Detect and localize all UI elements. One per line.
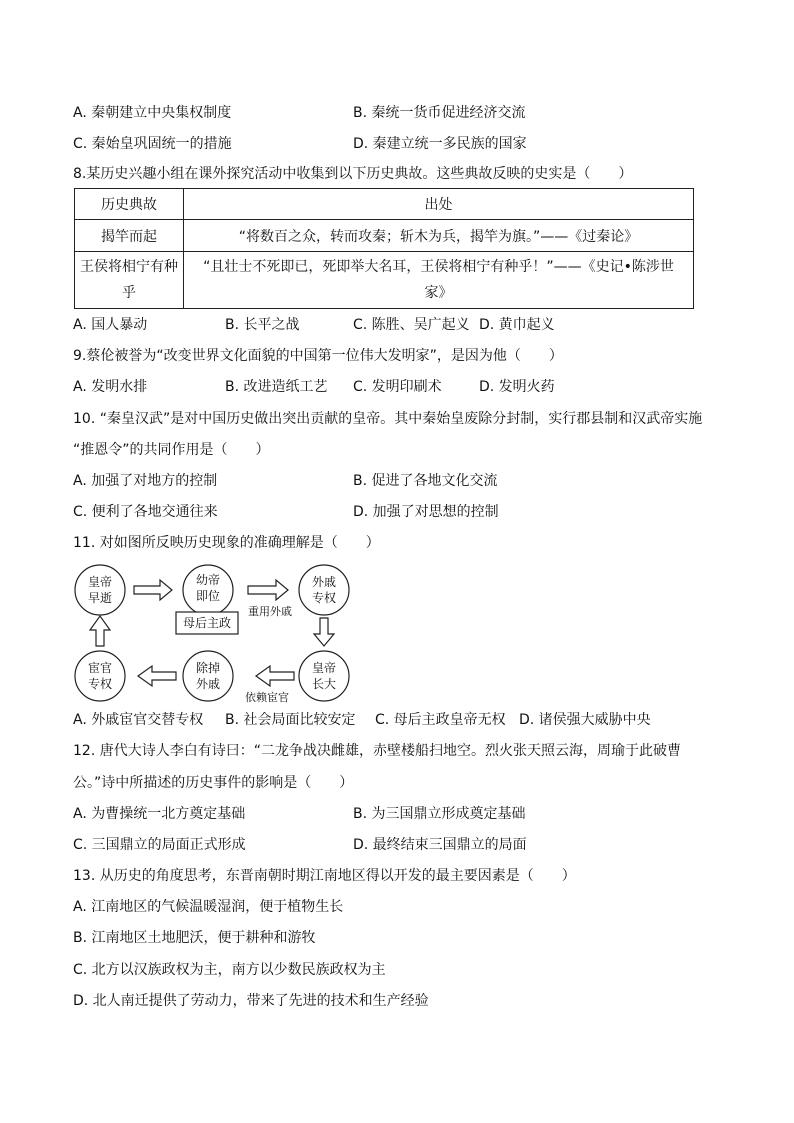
q10-options-row-1: [73, 471, 733, 491]
table-header-source: 出处: [184, 189, 694, 220]
q9-option-b[interactable]: B. 改进造纸工艺: [225, 379, 328, 395]
q7-options-row-1: [73, 103, 733, 123]
arrow-down: [314, 618, 334, 646]
q8-source-table: [74, 188, 694, 309]
q9-stem: 9.蔡伦被誉为“改变世界文化面貌的中国第一位伟大发明家”，是因为他（ ）: [73, 348, 563, 364]
table-cell-source: “将数百之众，转而攻秦；斩木为兵，揭竿为旗。”——《过秦论》: [184, 220, 694, 252]
q10-option-d[interactable]: D. 加强了对思想的控制: [353, 504, 499, 520]
arrow-left-2: [138, 666, 176, 686]
node-eunuch-power: [75, 651, 125, 701]
table-cell-source: “且壮士不死即已，死即举大名耳，王侯将相宁有种乎！”——《史记•陈涉世家》: [184, 252, 694, 309]
q12-option-d[interactable]: D. 最终结束三国鼎立的局面: [353, 837, 527, 853]
q9-option-d[interactable]: D. 发明火药: [479, 379, 555, 395]
node-label: 宦官: [87, 661, 113, 675]
q7-option-c[interactable]: C. 秦始皇巩固统一的措施: [73, 136, 232, 152]
arrow-right-1: [134, 580, 172, 600]
q7-options-row-2: [73, 134, 733, 154]
q12-stem-line-1: 12. 唐代大诗人李白有诗曰：“二龙争战决雌雄，赤壁楼船扫地空。烈火张天照云海，周瑜于此破曹: [73, 743, 681, 759]
q12-options-row-1: [73, 804, 733, 824]
edge-label: 依赖宦官: [245, 691, 289, 704]
node-label: 专权: [87, 677, 113, 691]
q12-option-c[interactable]: C. 三国鼎立的局面正式形成: [73, 837, 246, 853]
node-label: 幼帝: [195, 573, 221, 587]
node-emperor-early-death: [75, 565, 125, 615]
power-cycle-diagram: [72, 560, 372, 710]
q13-option-c[interactable]: C. 北方以汉族政权为主，南方以少数民族政权为主: [73, 962, 386, 978]
arrow-right-2: [248, 580, 288, 600]
node-label: 皇帝: [311, 661, 337, 675]
node-label: 早逝: [87, 591, 113, 605]
node-label: 即位: [195, 589, 221, 603]
q12-options-row-2: [73, 835, 733, 855]
q11-option-b[interactable]: B. 社会局面比较安定: [225, 712, 356, 728]
q11-option-c[interactable]: C. 母后主政皇帝无权: [375, 712, 506, 728]
node-label: 除掉: [195, 661, 221, 675]
q10-option-a[interactable]: A. 加强了对地方的控制: [73, 473, 218, 489]
arrow-up: [90, 616, 110, 646]
table-row: [75, 220, 694, 252]
node-consort-kin-power: [299, 565, 349, 615]
node-emperor-grows-up: [299, 651, 349, 701]
edge-label: 重用外戚: [248, 605, 292, 618]
q8-stem: 8.某历史兴趣小组在课外探究活动中收集到以下历史典故。这些典故反映的史实是（ ）: [73, 166, 633, 182]
q11-option-a[interactable]: A. 外戚宦官交替专权: [73, 712, 204, 728]
table-row: [75, 252, 694, 309]
q10-stem-line-1: 10. “秦皇汉武”是对中国历史做出突出贡献的皇帝。其中秦始皇废除分封制，实行郡县制和汉武帝实施: [73, 411, 703, 427]
q11-stem: 11. 对如图所反映历史现象的准确理解是（ ）: [73, 535, 380, 551]
q8-option-a[interactable]: A. 国人暴动: [73, 317, 148, 333]
q13-option-a[interactable]: A. 江南地区的气候温暖湿润，便于植物生长: [73, 899, 344, 915]
table-header-row: [75, 189, 694, 220]
q11-option-d[interactable]: D. 诸侯强大威胁中央: [519, 712, 651, 728]
q9-option-a[interactable]: A. 发明水排: [73, 379, 148, 395]
q7-option-b[interactable]: B. 秦统一货币促进经济交流: [353, 105, 526, 121]
table-cell-idiom: 王侯将相宁有种乎: [75, 252, 184, 309]
q7-option-a[interactable]: A. 秦朝建立中央集权制度: [73, 105, 232, 121]
q12-stem-line-2: 公。”诗中所描述的历史事件的影响是（ ）: [73, 775, 354, 791]
q8-option-c[interactable]: C. 陈胜、吴广起义: [353, 317, 470, 333]
q13-stem: 13. 从历史的角度思考，东晋南朝时期江南地区得以开发的最主要因素是（ ）: [73, 868, 576, 884]
node-label: 专权: [311, 591, 337, 605]
node-label: 外戚: [311, 575, 337, 589]
q9-option-c[interactable]: C. 发明印刷术: [353, 379, 442, 395]
q12-option-a[interactable]: A. 为曹操统一北方奠定基础: [73, 806, 246, 822]
q7-option-d[interactable]: D. 秦建立统一多民族的国家: [353, 136, 527, 152]
q10-stem-line-2: “推恩令”的共同作用是（ ）: [73, 442, 270, 458]
q10-option-b[interactable]: B. 促进了各地文化交流: [353, 473, 498, 489]
q8-option-d[interactable]: D. 黄巾起义: [479, 317, 555, 333]
q10-options-row-2: [73, 502, 733, 522]
box-label: 母后主政: [182, 616, 232, 630]
q12-option-b[interactable]: B. 为三国鼎立形成奠定基础: [353, 806, 526, 822]
arrow-left-1: [256, 666, 294, 686]
node-remove-consort-kin: [183, 651, 233, 701]
node-label: 长大: [311, 677, 337, 691]
q8-option-b[interactable]: B. 长平之战: [225, 317, 300, 333]
table-cell-idiom: 揭竿而起: [75, 220, 184, 252]
node-label: 外戚: [195, 677, 221, 691]
table-header-idiom: 历史典故: [75, 189, 184, 220]
q10-option-c[interactable]: C. 便利了各地交通往来: [73, 504, 218, 520]
q13-option-d[interactable]: D. 北人南迁提供了劳动力，带来了先进的技术和生产经验: [73, 993, 429, 1009]
node-label: 皇帝: [87, 575, 113, 589]
q13-option-b[interactable]: B. 江南地区土地肥沃，便于耕种和游牧: [73, 930, 316, 946]
